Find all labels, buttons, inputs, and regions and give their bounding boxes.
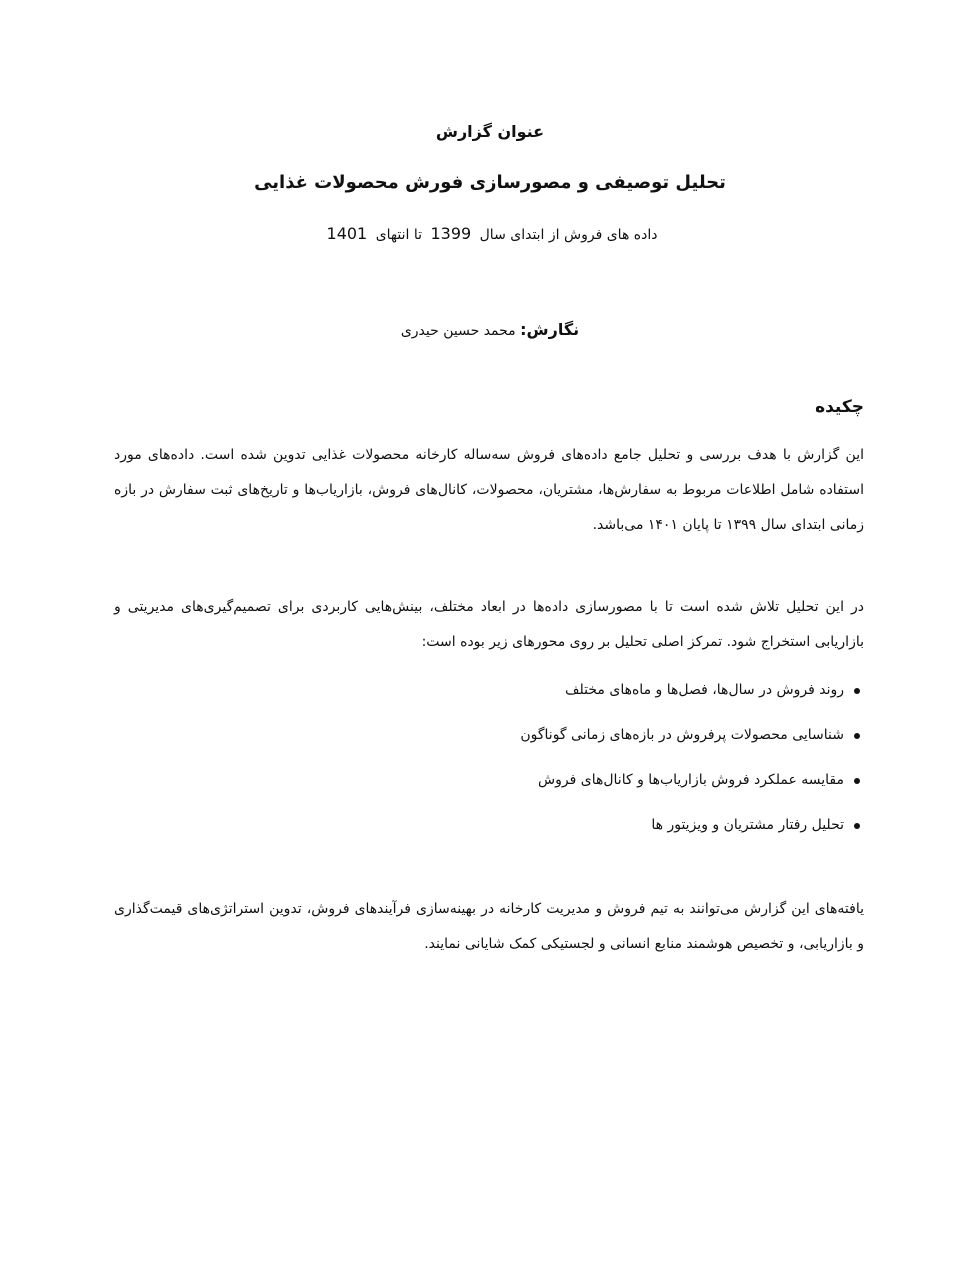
list-item-text: تحلیل رفتار مشتریان و ویزیتور ها (651, 817, 844, 833)
subtitle-year-end: 1401 (326, 224, 368, 243)
subtitle-year-start: 1399 (430, 224, 472, 243)
list-item-text: شناسایی محصولات پرفروش در بازه‌های زمانی گوناگون (520, 727, 844, 743)
bullet-icon (854, 823, 860, 829)
bullet-icon (854, 688, 860, 694)
list-item-text: روند فروش در سال‌ها، فصل‌ها و ماه‌های مختلف (565, 682, 844, 698)
list-item-text: مقایسه عملکرد فروش بازاریاب‌ها و کانال‌های فروش (538, 772, 844, 788)
abstract-paragraph-3: یافته‌های این گزارش می‌توانند به تیم فروش و مدیریت کارخانه در بهینه‌سازی فرآیندهای فروش، تدوین استراتژی‌های قیمت‌گذاری و بازاریابی، و تخصیص هوشمند منابع انسانی و لجستیکی کمک شایانی نمایند. (114, 901, 864, 952)
author-line (0, 320, 980, 339)
author-name: محمد حسین حیدری (400, 323, 516, 339)
bullet-icon (854, 778, 860, 784)
abstract-paragraph-2: در این تحلیل تلاش شده است تا با مصورسازی داده‌ها در ابعاد مختلف، بینش‌هایی کاربردی برای تصمیم‌گیری‌های مدیریتی و بازاریابی استخراج شود. تمرکز اصلی تحلیل بر روی محورهای زیر بوده است: (114, 599, 864, 650)
list-item (120, 758, 860, 803)
list-item (120, 713, 860, 758)
bullet-icon (854, 733, 860, 739)
report-label: عنوان گزارش (435, 122, 545, 141)
report-subtitle (0, 224, 980, 243)
abstract-paragraph-1: این گزارش با هدف بررسی و تحلیل جامع داده‌های فروش سه‌ساله کارخانه محصولات غذایی تدوین شده است. داده‌های مورد استفاده شامل اطلاعات مربوط به سفارش‌ها، مشتریان، محصولات، کانال‌های فروش، بازاریاب‌ها و تاریخ‌های ثبت سفارش در بازه زمانی ابتدای سال ۱۳۹۹ تا پایان ۱۴۰۱ می‌باشد. (114, 447, 864, 533)
subtitle-middle: تا انتهای (375, 227, 422, 243)
subtitle-prefix: داده های فروش از ابتدای سال (479, 227, 658, 243)
focus-list (120, 668, 860, 848)
author-label: نگارش: (520, 320, 580, 339)
list-item (120, 803, 860, 848)
list-item (120, 668, 860, 713)
abstract-heading: چکیده (815, 397, 864, 417)
report-title: تحلیل توصیفی و مصورسازی فورش محصولات غذایی (254, 172, 726, 193)
